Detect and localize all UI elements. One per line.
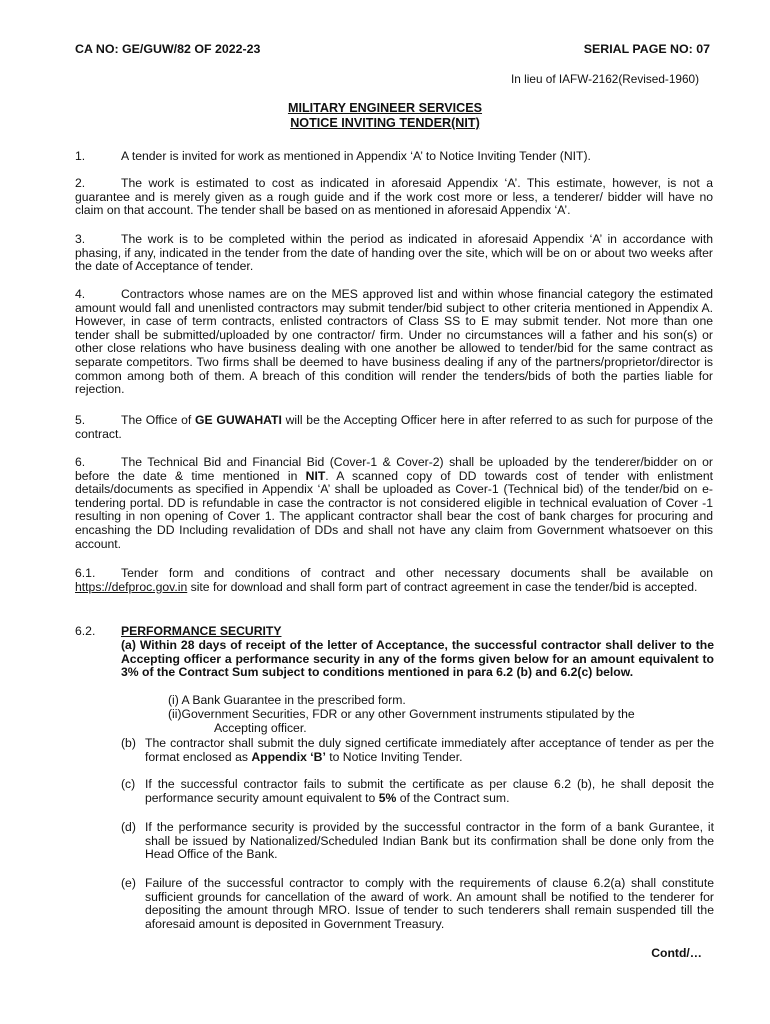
- in-lieu-note: In lieu of IAFW-2162(Revised-1960): [511, 72, 699, 86]
- paragraph-6: [75, 456, 713, 551]
- document-subtitle: NOTICE INVITING TENDER(NIT): [290, 116, 480, 130]
- paragraph-1: [75, 150, 713, 164]
- performance-security-heading: [121, 625, 714, 639]
- paragraph-text: will be the Accepting Officer here in after referred to as such for purpose of the contract.: [75, 413, 713, 441]
- paragraph-text: The Technical Bid and Financial Bid (Cover-1 & Cover-2) shall be uploaded by the tenderer/bidder on or before the date & time mentioned in: [75, 455, 713, 483]
- paragraph-text: . A scanned copy of DD towards cost of tender with enlistment details/documents as specified in Appendix ‘A’ shall be uploaded as Cover-1 (Technical bid) of the tender/bid on e-tendering portal. DD is refundable in case the contractor is not considered eligible in technical evaluation of Cover -1 resulting in non opening of Cover 1. The applicant contractor shall bear the cost of bank charges for procuring and encashing the DD Including revalidation of DDs and shall not have any claim from Government whatsoever on this account.: [75, 468, 713, 551]
- ca-number: CA NO: GE/GUW/82 OF 2022-23: [75, 42, 261, 56]
- paragraph-4: [75, 288, 713, 397]
- paragraph-number: 3.: [75, 232, 86, 246]
- paragraph-5: [75, 414, 713, 441]
- paragraph-number: 6.2.: [75, 624, 96, 638]
- document-title: MILITARY ENGINEER SERVICES: [287, 101, 483, 115]
- clause-text-part: to Notice Inviting Tender.: [325, 749, 463, 764]
- accepting-office-name: GE GUWAHATI: [195, 413, 282, 427]
- sub-item-ii: [168, 708, 714, 735]
- clause-text-part: If the successful contractor fails to submit the certificate as per clause 6.2 (b), he shall deposit the performance security amount equivalent to: [145, 777, 714, 805]
- paragraph-number: 4.: [75, 287, 86, 301]
- sub-item-i: (i) A Bank Guarantee in the prescribed form.: [168, 693, 406, 707]
- clause-b: [121, 737, 714, 764]
- paragraph-3: [75, 233, 713, 274]
- clause-letter: (c): [121, 777, 136, 791]
- clause-text-part: of the Contract sum.: [396, 790, 510, 805]
- paragraph-number: 6.1.: [75, 566, 96, 580]
- paragraph-number: 6.: [75, 455, 86, 469]
- clause-letter: (d): [121, 820, 136, 834]
- clause-a: (a) Within 28 days of receipt of the letter of Acceptance, the successful contractor shall deliver to the Accepting officer a performance security in any of the forms given below for an amount equivalent to 3% of the Contract Sum subject to conditions mentioned in para 6.2 (b) and 6.2(c) below.: [121, 638, 714, 680]
- defproc-link[interactable]: https://defproc.gov.in: [75, 579, 188, 594]
- clause-letter: (b): [121, 736, 136, 750]
- clause-text: Failure of the successful contractor to comply with the requirements of clause 6.2(a) shall constitute sufficient grounds for cancellation of the award of work. An amount shall be notified to the tenderer for depositing the amount through MRO. Issue of tender to such tenderers shall remain suspended till the aforesaid amount is deposited in Government Treasury.: [145, 876, 714, 931]
- clause-d: [121, 821, 714, 862]
- paragraph-text: Contractors whose names are on the MES approved list and within whose financial category the estimated amount would fall and unenlisted contractors may submit tender/bid subject to other criteria mentioned in Appendix A. However, in case of term contracts, enlisted contractors of Class SS to E may submit tender. Not more than one tender shall be submitted/uploaded by one contractor/ firm. Under no circumstances will a father and his son(s) or other close relations who have business dealing with one another be allowed to tender/bid for the same contract as separate competitors. Two firms shall be deemed to have business dealing if any of the partners/proprietor/director is common among both of them. A breach of this condition will render the tenders/bids of both the parties liable for rejection.: [75, 287, 713, 397]
- section-title: PERFORMANCE SECURITY: [121, 624, 282, 638]
- paragraph-text: A tender is invited for work as mentioned in Appendix ‘A’ to Notice Inviting Tender (NIT).: [121, 149, 591, 163]
- appendix-b-bold: Appendix ‘B’: [251, 749, 326, 764]
- paragraph-2: [75, 177, 713, 218]
- paragraph-number: 2.: [75, 176, 86, 190]
- clause-e: [121, 877, 714, 931]
- serial-page-number: SERIAL PAGE NO: 07: [583, 42, 710, 56]
- paragraph-number: 5.: [75, 413, 86, 427]
- percent-bold: 5%: [378, 790, 397, 805]
- clause-c: [121, 778, 714, 805]
- paragraph-number: 1.: [75, 149, 86, 163]
- clause-text: [121, 737, 714, 764]
- paragraph-text: Tender form and conditions of contract and other necessary documents shall be available on: [121, 566, 713, 580]
- sub-item-text: (ii)Government Securities, FDR or any other Government instruments stipulated by the: [168, 707, 635, 721]
- paragraph-text: The work is to be completed within the period as indicated in aforesaid Appendix ‘A’ in accordance with phasing, if any, indicated in the tender from the date of handing over the site, which will be on or about two weeks after the date of Acceptance of tender.: [75, 232, 713, 274]
- paragraph-text: The Office of: [121, 413, 196, 427]
- nit-bold: NIT: [305, 468, 326, 483]
- sub-item-continuation: Accepting officer.: [214, 720, 307, 735]
- paragraph-text: The work is estimated to cost as indicated in aforesaid Appendix ‘A’. This estimate, however, is not a guarantee and is merely given as a rough guide and if the work cost more or less, a tenderer/ bidder will have no claim on that account. The tender shall be based on as mentioned in aforesaid Appendix ‘A’.: [75, 176, 713, 218]
- clause-text-part: The contractor shall submit the duly signed certificate immediately after acceptance of tender as per the format enclosed as: [145, 736, 714, 764]
- clause-letter: (e): [121, 876, 136, 890]
- paragraph-6-1: [75, 567, 713, 594]
- clause-text: If the performance security is provided by the successful contractor in the form of a bank Gurantee, it shall be issued by Nationalized/Scheduled Indian Bank but its confirmation shall be done only from the Head Office of the Bank.: [145, 820, 714, 862]
- paragraph-text: site for download and shall form part of contract agreement in case the tender/bid is accepted.: [187, 579, 698, 594]
- clause-text: [121, 778, 714, 805]
- continued-marker: Contd/…: [651, 946, 702, 960]
